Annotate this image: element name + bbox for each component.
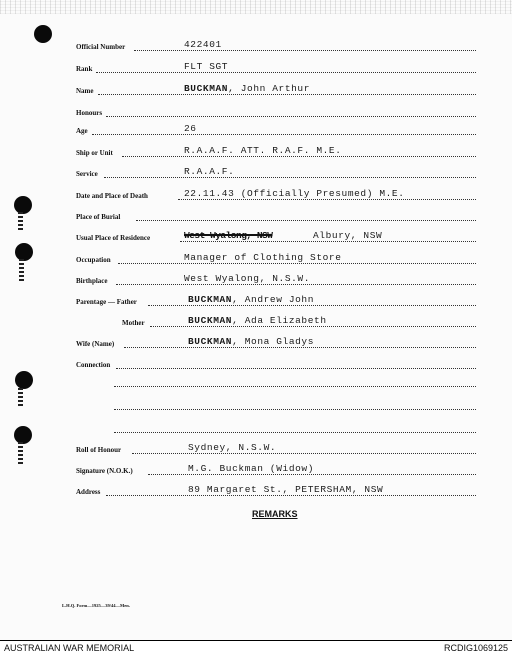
service-value: R.A.A.F. xyxy=(184,166,235,177)
field-label: Wife (Name) xyxy=(76,340,115,348)
dotted-line xyxy=(114,431,476,433)
field-place-of-burial xyxy=(76,210,476,222)
dotted-line xyxy=(114,385,476,387)
field-age xyxy=(76,124,476,136)
rank-value: FLT SGT xyxy=(184,61,229,72)
dotted-line xyxy=(104,176,476,178)
dotted-line xyxy=(132,452,476,454)
dotted-line xyxy=(136,219,476,221)
field-usual-residence xyxy=(76,231,476,243)
field-label: Official Number xyxy=(76,43,126,51)
field-roll-of-honour xyxy=(76,443,476,455)
dotted-line xyxy=(92,133,476,135)
field-label: Name xyxy=(76,87,94,95)
remarks-heading: REMARKS xyxy=(252,509,298,519)
footer-record-id: RCDIG1069125 xyxy=(443,643,508,653)
official-number-value: 422401 xyxy=(184,39,222,50)
field-father xyxy=(76,295,476,307)
given-names: , John Arthur xyxy=(228,83,311,94)
field-date-place-of-death xyxy=(76,189,476,201)
field-label: Roll of Honour xyxy=(76,446,122,454)
mother-value xyxy=(188,315,327,326)
dotted-line xyxy=(116,367,476,369)
field-address xyxy=(76,485,476,497)
scan-speckle xyxy=(0,0,512,14)
birthplace-value: West Wyalong, N.S.W. xyxy=(184,273,311,284)
signature-value: M.G. Buckman (Widow) xyxy=(188,463,315,474)
given-names: , Mona Gladys xyxy=(232,336,315,347)
footer-bar xyxy=(0,640,512,655)
field-service xyxy=(76,167,476,179)
dotted-line xyxy=(96,71,476,73)
field-label: Rank xyxy=(76,65,93,73)
field-wife xyxy=(76,337,476,349)
field-label: Connection xyxy=(76,361,111,369)
field-signature xyxy=(76,464,476,476)
given-names: , Ada Elizabeth xyxy=(232,315,327,326)
roll-of-honour-value: Sydney, N.S.W. xyxy=(188,442,277,453)
surname: BUCKMAN xyxy=(188,336,233,347)
field-rank xyxy=(76,62,476,74)
struck-out-residence: West Wyalong, NSW xyxy=(184,230,273,241)
punch-hole-icon xyxy=(15,371,33,389)
field-name xyxy=(76,84,476,96)
field-label: Usual Place of Residence xyxy=(76,234,151,242)
given-names: , Andrew John xyxy=(232,294,315,305)
field-label: Age xyxy=(76,127,88,135)
field-label: Place of Burial xyxy=(76,213,121,221)
field-label: Birthplace xyxy=(76,277,108,285)
binder-mark xyxy=(19,259,24,281)
field-birthplace xyxy=(76,274,476,286)
punch-hole-icon xyxy=(14,196,32,214)
field-occupation xyxy=(76,253,476,265)
field-connection xyxy=(76,358,476,370)
footer-institution: AUSTRALIAN WAR MEMORIAL xyxy=(4,643,135,653)
father-value xyxy=(188,294,314,305)
residence-value: Albury, NSW xyxy=(313,230,383,241)
dotted-line xyxy=(106,115,476,117)
punch-hole-icon xyxy=(15,243,33,261)
wife-value xyxy=(188,336,314,347)
field-label: Mother xyxy=(122,319,145,327)
field-honours xyxy=(76,106,476,118)
field-label: Occupation xyxy=(76,256,111,264)
field-ship-or-unit xyxy=(76,146,476,158)
field-label: Service xyxy=(76,170,98,178)
surname: BUCKMAN xyxy=(184,83,229,94)
binder-mark xyxy=(18,388,23,406)
address-value: 89 Margaret St., PETERSHAM, NSW xyxy=(188,484,384,495)
field-label: Honours xyxy=(76,109,103,117)
field-official-number xyxy=(76,40,476,52)
field-label: Ship or Unit xyxy=(76,149,113,157)
field-label: Address xyxy=(76,488,101,496)
field-label: Signature (N.O.K.) xyxy=(76,467,133,475)
binder-mark xyxy=(18,442,23,464)
form-identifier: L.H.Q. Form—1925—39/44—Men. xyxy=(62,603,130,608)
ship-or-unit-value: R.A.A.F. ATT. R.A.F. M.E. xyxy=(184,145,342,156)
dotted-line xyxy=(114,408,476,410)
field-mother xyxy=(76,316,476,328)
field-label: Parentage — Father xyxy=(76,298,137,306)
age-value: 26 xyxy=(184,123,197,134)
surname: BUCKMAN xyxy=(188,315,233,326)
death-value: 22.11.43 (Officially Presumed) M.E. xyxy=(184,188,405,199)
binder-mark xyxy=(18,212,23,230)
name-value xyxy=(184,83,310,94)
punch-hole-icon xyxy=(34,25,52,43)
field-label: Date and Place of Death xyxy=(76,192,148,200)
punch-hole-icon xyxy=(14,426,32,444)
occupation-value: Manager of Clothing Store xyxy=(184,252,342,263)
surname: BUCKMAN xyxy=(188,294,233,305)
